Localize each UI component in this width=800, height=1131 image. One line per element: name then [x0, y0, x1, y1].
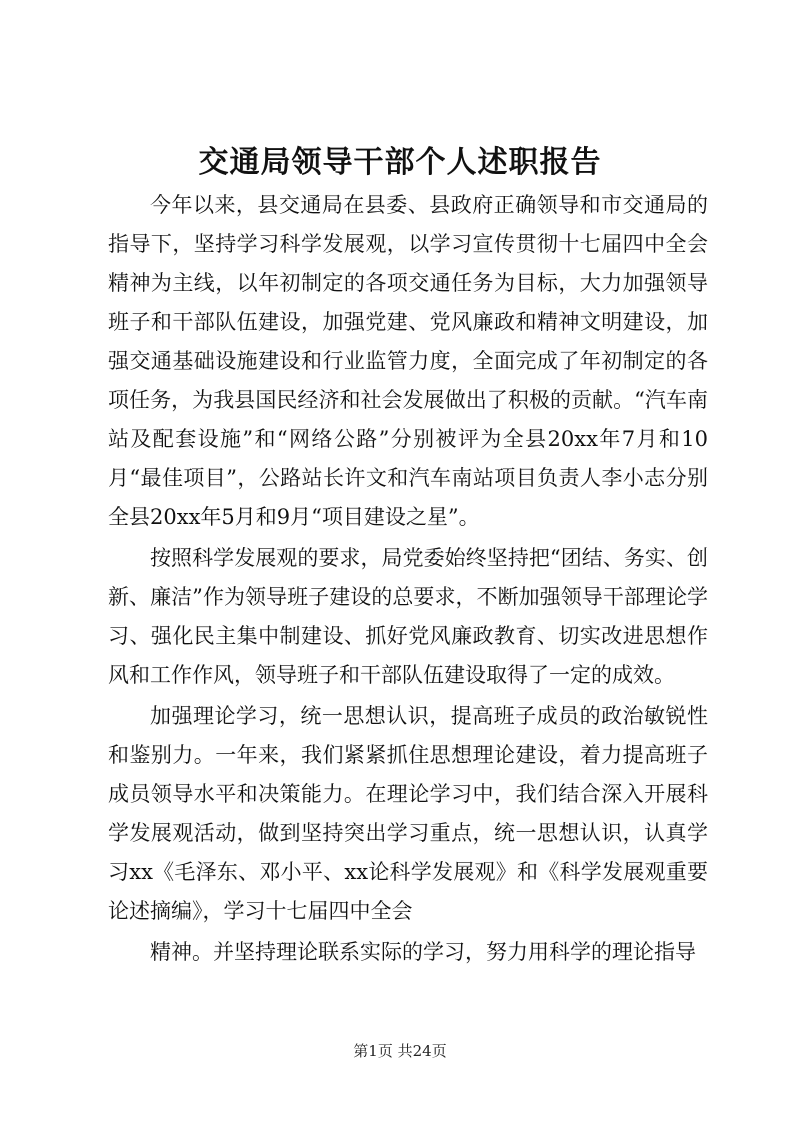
paragraph-2: 按照科学发展观的要求，局党委始终坚持把“团结、务实、创新、廉洁”作为领导班子建设的总要求，不断加强领导干部理论学习、强化民主集中制建设、抓好党风廉政教育、切实改进思想作风和工作作风，领导班子和干部队伍建设取得了一定的成效。 — [108, 546, 708, 687]
paragraph-3: 加强理论学习，统一思想认识，提高班子成员的政治敏锐性和鉴别力。一年来，我们紧紧抓住思想理论建设，着力提高班子成员领导水平和决策能力。在理论学习中，我们结合深入开展科学发展观活动，做到坚持突出学习重点，统一思想认识，认真学习xx《毛泽东、邓小平、xx论科学发展观》和《科学发展观重要论述摘编》，学习十七届四中全会 — [108, 704, 708, 923]
paragraph-1: 今年以来，县交通局在县委、县政府正确领导和市交通局的指导下，坚持学习科学发展观，以学习宣传贯彻十七届四中全会精神为主线，以年初制定的各项交通任务为目标，大力加强领导班子和干部队伍建设，加强党建、党风廉政和精神文明建设，加强交通基础设施建设和行业监管力度，全面完成了年初制定的各项任务，为我县国民经济和社会发展做出了积极的贡献。“汽车南站及配套设施”和“网络公路”分别被评为全县20xx年7月和10月“最佳项目”，公路站长许文和汽车南站项目负责人李小志分别全县20xx年5月和9月“项目建设之星”。 — [108, 193, 708, 529]
page-number-footer: 第1页 共24页 — [353, 1042, 447, 1060]
paragraph-4: 精神。并坚持理论联系实际的学习，努力用科学的理论指导 — [150, 940, 696, 964]
document-body — [108, 186, 708, 972]
document-title: 交通局领导干部个人述职报告 — [198, 145, 602, 180]
